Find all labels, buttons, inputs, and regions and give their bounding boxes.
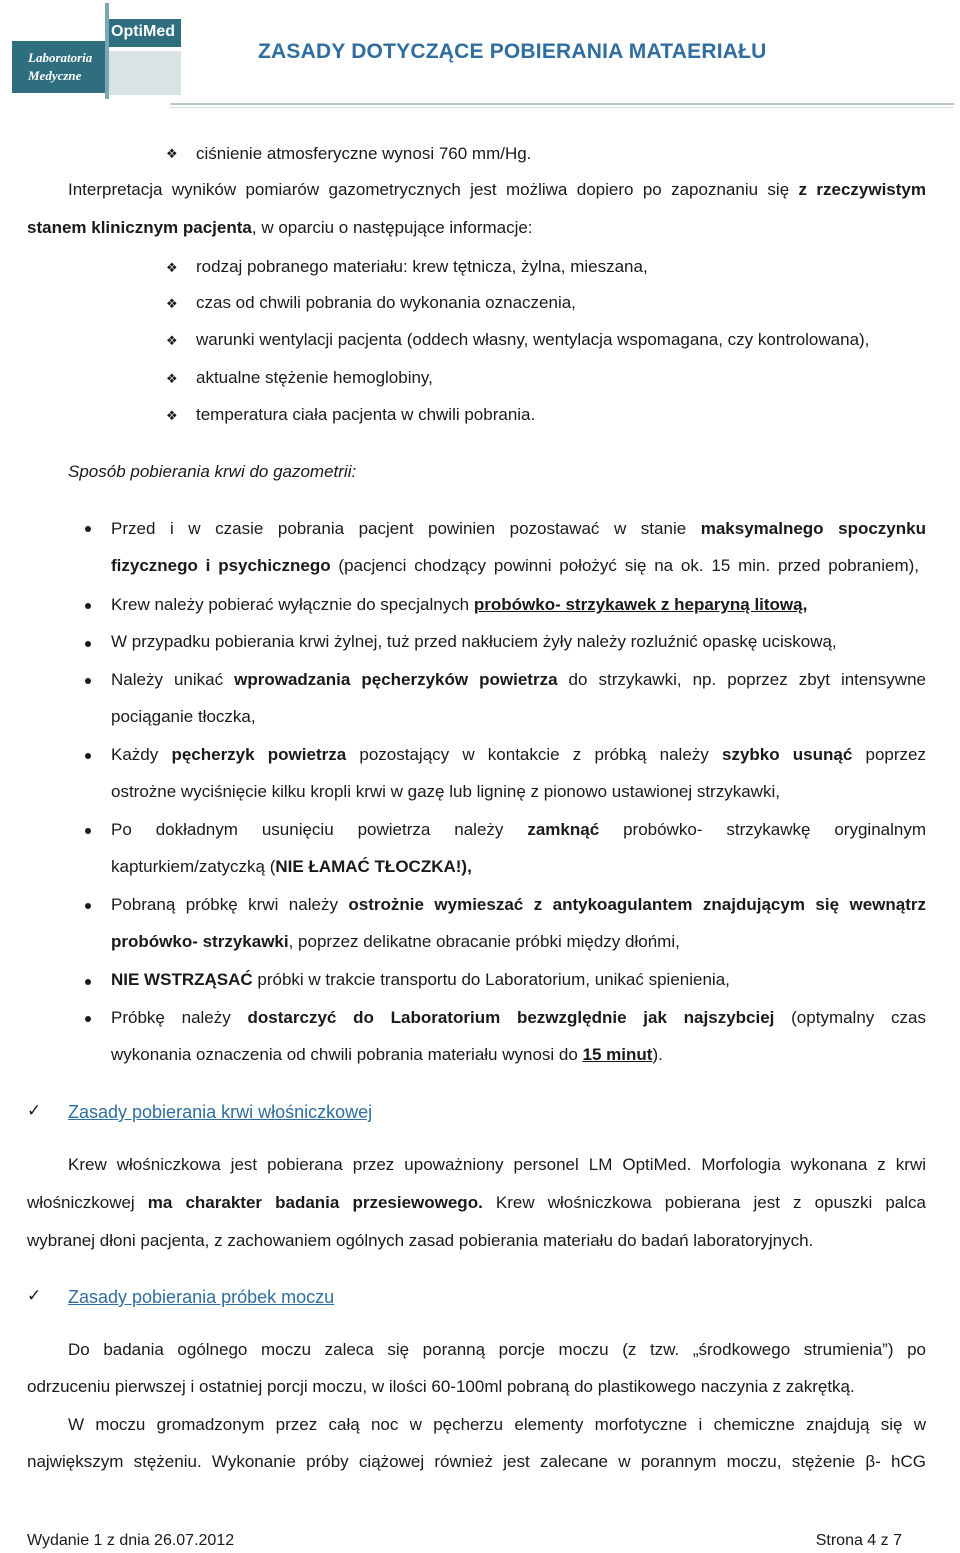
rule-bold: fizycznego i psychicznego [111,556,331,575]
rule-bold: pęcherzyk powietrza [171,745,347,764]
capillary-text: włośniczkowej [27,1193,148,1212]
section-title-urine: Zasady pobierania próbek moczu [68,1287,335,1307]
diamond-bullet-icon: ❖ [166,333,178,348]
rule-text: Krew należy pobierać wyłącznie do specjalnych [111,595,474,614]
list-item: rodzaj pobranego materiału: krew tętnicza, żylna, mieszana, [196,257,648,276]
urine-line-2: odrzuceniu pierwszej i ostatniej porcji moczu, w ilości 60-100ml pobraną do plastikowego naczynia z zakrętką. [27,1377,855,1396]
capillary-line-3: wybranej dłoni pacjenta, z zachowaniem ogólnych zasad pobierania materiału do badań laboratoryjnych. [27,1231,814,1250]
urine-line-4: największym stężeniu. Wykonanie próby ciążowej również jest zalecane w porannym moczu, stężenie β- hCG [27,1452,926,1471]
list-item: czas od chwili pobrania do wykonania oznaczenia, [196,293,576,312]
rule-text: probówko- strzykawkę oryginalnym [599,820,927,839]
rule-3: W przypadku pobierania krwi żylnej, tuż przed nakłuciem żyły należy rozluźnić opaskę uciskową, [111,632,837,651]
diamond-bullet-icon: ❖ [166,296,178,311]
rule-text: , poprzez delikatne obracanie próbki między dłońmi, [288,932,680,951]
rule-9-line-1 [111,1007,926,1029]
intro-text: , w oparciu o następujące informacje: [251,218,533,237]
rule-text: Należy unikać [111,670,235,689]
diamond-bullet-icon: ❖ [166,260,178,275]
rule-text: Pobraną próbkę krwi należy [111,895,349,914]
page-title: ZASADY DOTYCZĄCE POBIERANIA MATAERIAŁU [258,40,767,63]
rule-text: próbki w trakcie transportu do Laboratorium, unikać spienienia, [252,970,730,989]
rule-bold: maksymalnego spoczynku [700,519,926,538]
intro-text: Interpretacja wyników pomiarów gazometrycznych jest możliwa dopiero po zapoznaniu się [68,180,799,199]
bullet-dot-icon [85,903,91,909]
checkmark-icon: ✓ [27,1101,42,1120]
intro-line-2 [27,217,533,239]
rule-5-line-1 [111,744,926,766]
bullet-dot-icon [85,828,91,834]
rule-bold: NIE ŁAMAĆ TŁOCZKA!), [275,857,472,876]
rule-text: Przed i w czasie pobrania pacjent powinien pozostawać w stanie [111,519,701,538]
rule-6-line-2 [111,856,472,878]
bullet-dot-icon [85,678,91,684]
diamond-bullet-icon: ❖ [166,146,178,161]
rule-bold: ostrożnie wymieszać z antykoagulantem znajdującym się wewnątrz [348,895,926,914]
rule-text: Każdy [111,745,172,764]
bullet-dot-icon [85,1016,91,1022]
rule-text: Próbkę należy [111,1008,248,1027]
list-item: ciśnienie atmosferyczne wynosi 760 mm/Hg. [196,144,532,163]
rule-7-line-1 [111,894,926,916]
diamond-bullet-icon: ❖ [166,371,178,386]
rule-bold: zamknąć [527,820,600,839]
capillary-line-2 [27,1192,926,1214]
capillary-text: Krew włośniczkowa pobierana jest z opuszki palca [482,1193,926,1212]
rule-text: kapturkiem/zatyczką ( [111,857,276,876]
rule-2 [111,594,807,616]
list-item: warunki wentylacji pacjenta (oddech własny, wentylacja wspomagana, czy kontrolowana), [196,330,870,349]
bullet-dot-icon [85,603,91,609]
header-divider-thin [170,107,954,108]
intro-bold: stanem klinicznym pacjenta [27,218,252,237]
rule-text: Po dokładnym usunięciu powietrza należy [111,820,528,839]
header-divider [170,103,954,105]
logo-brand: OptiMed [111,23,175,40]
capillary-line-1: Krew włośniczkowa jest pobierana przez upoważniony personel LM OptiMed. Morfologia wykonana z krwi [68,1155,926,1174]
company-logo [12,3,175,99]
checkmark-icon: ✓ [27,1286,42,1305]
rule-bold: wprowadzania pęcherzyków powietrza [234,670,558,689]
rule-text: pozostający w kontakcie z próbką należy [346,745,722,764]
intro-line-1 [68,179,926,201]
rule-1-line-2 [111,555,919,577]
rule-bold: probówko- strzykawki [111,932,289,951]
rule-bold: NIE WSTRZĄSAĆ [111,970,253,989]
intro-bold: z rzeczywistym [798,180,926,199]
footer-page-number: Strona 4 z 7 [815,1532,902,1549]
rule-5-line-2: ostrożne wyciśnięcie kilku kropli krwi w gazę lub ligninę z pionowo ustawionej strzykawki, [111,782,780,801]
logo-lab-line2: Medyczne [28,68,82,83]
rule-bold: szybko usunąć [721,745,853,764]
rule-bold: 15 minut [582,1045,653,1064]
rule-6-line-1 [111,819,926,841]
logo-lab-line1: Laboratoria [28,50,93,65]
rule-text: do strzykawki, np. poprzez zbyt intensywne [557,670,926,689]
diamond-bullet-icon: ❖ [166,408,178,423]
rule-text: wykonania oznaczenia od chwili pobrania materiału wynosi do [111,1045,583,1064]
rule-text: (pacjenci chodzący powinni położyć się na ok. 15 min. przed pobraniem), [330,556,919,575]
bullet-dot-icon [85,979,91,985]
urine-line-1: Do badania ogólnego moczu zaleca się poranną porcje moczu (z tzw. „środkowego strumienia”) po [68,1340,926,1359]
urine-line-3: W moczu gromadzonym przez całą noc w pęcherzu elementy morfotyczne i chemiczne znajdują się w [68,1415,926,1434]
rule-9-line-2 [111,1044,663,1066]
rule-1-line-1 [111,518,926,540]
method-heading: Sposób pobierania krwi do gazometrii: [68,462,357,481]
section-title-capillary: Zasady pobierania krwi włośniczkowej [68,1102,373,1122]
rule-bold: probówko- strzykawek z heparyną litową, [473,595,808,614]
rule-text: poprzez [852,745,926,764]
bullet-dot-icon [85,641,91,647]
rule-4-line-2: pociąganie tłoczka, [111,707,256,726]
rule-4-line-1 [111,669,926,691]
rule-text: ). [652,1045,663,1064]
logo-brand-block [109,19,181,47]
capillary-bold: ma charakter badania przesiewowego. [147,1193,483,1212]
bullet-dot-icon [85,526,91,532]
bullet-dot-icon [85,753,91,759]
rule-bold: dostarczyć do Laboratorium bezwzględnie jak najszybciej [247,1008,775,1027]
logo-lab-block [12,41,106,93]
list-item: aktualne stężenie hemoglobiny, [196,368,433,387]
rule-text: (optymalny czas [774,1008,927,1027]
footer-edition: Wydanie 1 z dnia 26.07.2012 [27,1532,235,1549]
rule-7-line-2 [111,931,680,953]
list-item: temperatura ciała pacjenta w chwili pobrania. [196,405,536,424]
rule-8 [111,969,730,991]
logo-gray-block [109,51,181,95]
